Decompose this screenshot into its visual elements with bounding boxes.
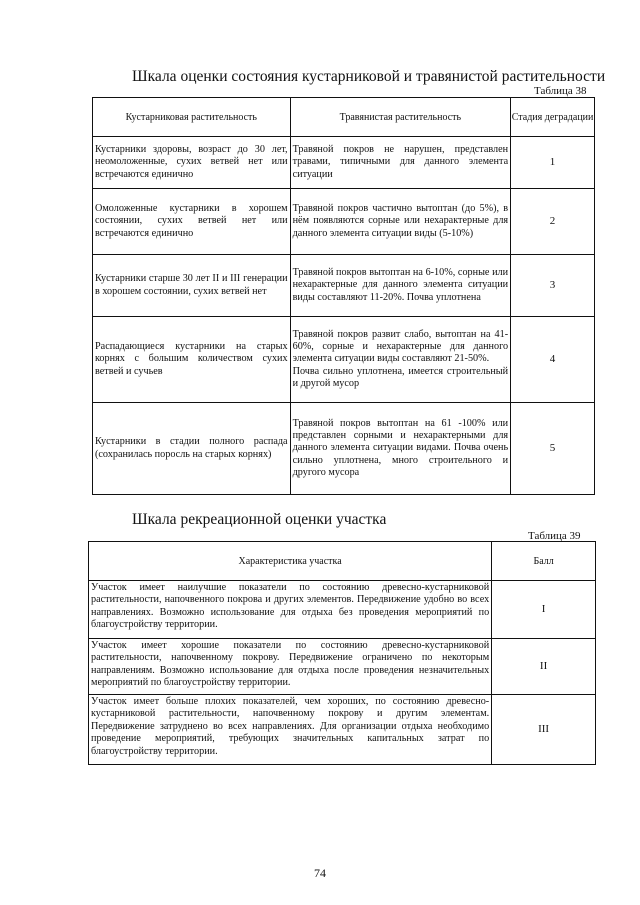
grass-cell: Травяной покров не нарушен, представлен травами, типичными для данного элемента ситуации	[290, 137, 511, 189]
header-score: Балл	[492, 542, 596, 581]
table-row	[93, 403, 595, 495]
score-cell: II	[492, 639, 596, 695]
grass-cell	[290, 317, 511, 403]
table-row	[93, 317, 595, 403]
table-38	[92, 97, 595, 495]
table-row	[89, 695, 596, 765]
header-characteristic: Характеристика участка	[89, 542, 492, 581]
table-row	[89, 639, 596, 695]
stage-cell: 3	[511, 255, 595, 317]
table38-title: Шкала оценки состояния кустарниковой и травянистой растительности	[132, 68, 606, 85]
characteristic-cell: Участок имеет наилучшие показатели по состоянию древесно-кустарниковой растительности, напочвенного покрова и других элементов. Передвижение удобно во всех направлениях. Возможно использование для отдыха без проведения мероприятий по благоустройству территории.	[89, 581, 492, 639]
table39-title: Шкала рекреационной оценки участка	[132, 511, 387, 528]
table-header-row	[93, 98, 595, 137]
table-header-row	[89, 542, 596, 581]
table39-label: Таблица 39	[528, 530, 581, 542]
grass-text: Травяной покров развит слабо, вытоптан на 41-60%, сорные и нехарактерные для данного элемента ситуации виды составляют 21-50%.	[292, 328, 509, 365]
table-row	[93, 255, 595, 317]
shrub-cell: Кустарники здоровы, возраст до 30 лет, неомоложенные, сухих ветвей нет или встречаются единично	[93, 137, 291, 189]
shrub-cell: Омоложенные кустарники в хорошем состоянии, сухих ветвей нет или встречаются единично	[93, 189, 291, 255]
shrub-cell: Кустарники старше 30 лет II и III генерации в хорошем состоянии, сухих ветвей нет	[93, 255, 291, 317]
score-cell: I	[492, 581, 596, 639]
stage-cell: 4	[511, 317, 595, 403]
characteristic-cell: Участок имеет больше плохих показателей, чем хороших, по состоянию древесно-кустарниковой растительности, напочвенному покрову и другим элементам. Передвижение затруднено во всех направлениях. Для организации отдыха необходимо проведение мероприятий, требующих значительных капитальных затрат по благоустройству территории.	[89, 695, 492, 765]
header-stage: Стадия деградации	[511, 98, 595, 137]
score-cell: III	[492, 695, 596, 765]
grass-cell: Травяной покров вытоптан на 6-10%, сорные или нехарактерные для данного элемента ситуации виды составляют 11-20%. Почва уплотнена	[290, 255, 511, 317]
stage-cell: 1	[511, 137, 595, 189]
page-number: 74	[314, 866, 326, 880]
table38-label: Таблица 38	[534, 85, 587, 97]
header-grass: Травянистая растительность	[290, 98, 511, 137]
stage-cell: 2	[511, 189, 595, 255]
table-row	[93, 189, 595, 255]
characteristic-cell: Участок имеет хорошие показатели по состоянию древесно-кустарниковой растительности, напочвенному покрову. Передвижение ограничено по некоторым направлениям. Возможно использование для отдыха после проведения незначительных мероприятий по благоустройству территории.	[89, 639, 492, 695]
table-row	[89, 581, 596, 639]
grass-cell: Травяной покров частично вытоптан (до 5%), в нём появляются сорные или нехарактерные для данного элемента ситуации виды (5-10%)	[290, 189, 511, 255]
grass-cell: Травяной покров вытоптан на 61 -100% или представлен сорными и нехарактерными для данного элемента ситуации видами. Почва очень сильно уплотнена, много строительного и другого мусора	[290, 403, 511, 495]
table-row	[93, 137, 595, 189]
header-shrub: Кустарниковая растительность	[93, 98, 291, 137]
table-39	[88, 541, 596, 765]
stage-cell: 5	[511, 403, 595, 495]
grass-text-extra: Почва сильно уплотнена, имеется строительный и другой мусор	[292, 365, 509, 389]
shrub-cell: Распадающиеся кустарники на старых корнях с большим количеством сухих ветвей и сучьев	[93, 317, 291, 403]
shrub-cell: Кустарники в стадии полного распада (сохранилась поросль на старых корнях)	[93, 403, 291, 495]
